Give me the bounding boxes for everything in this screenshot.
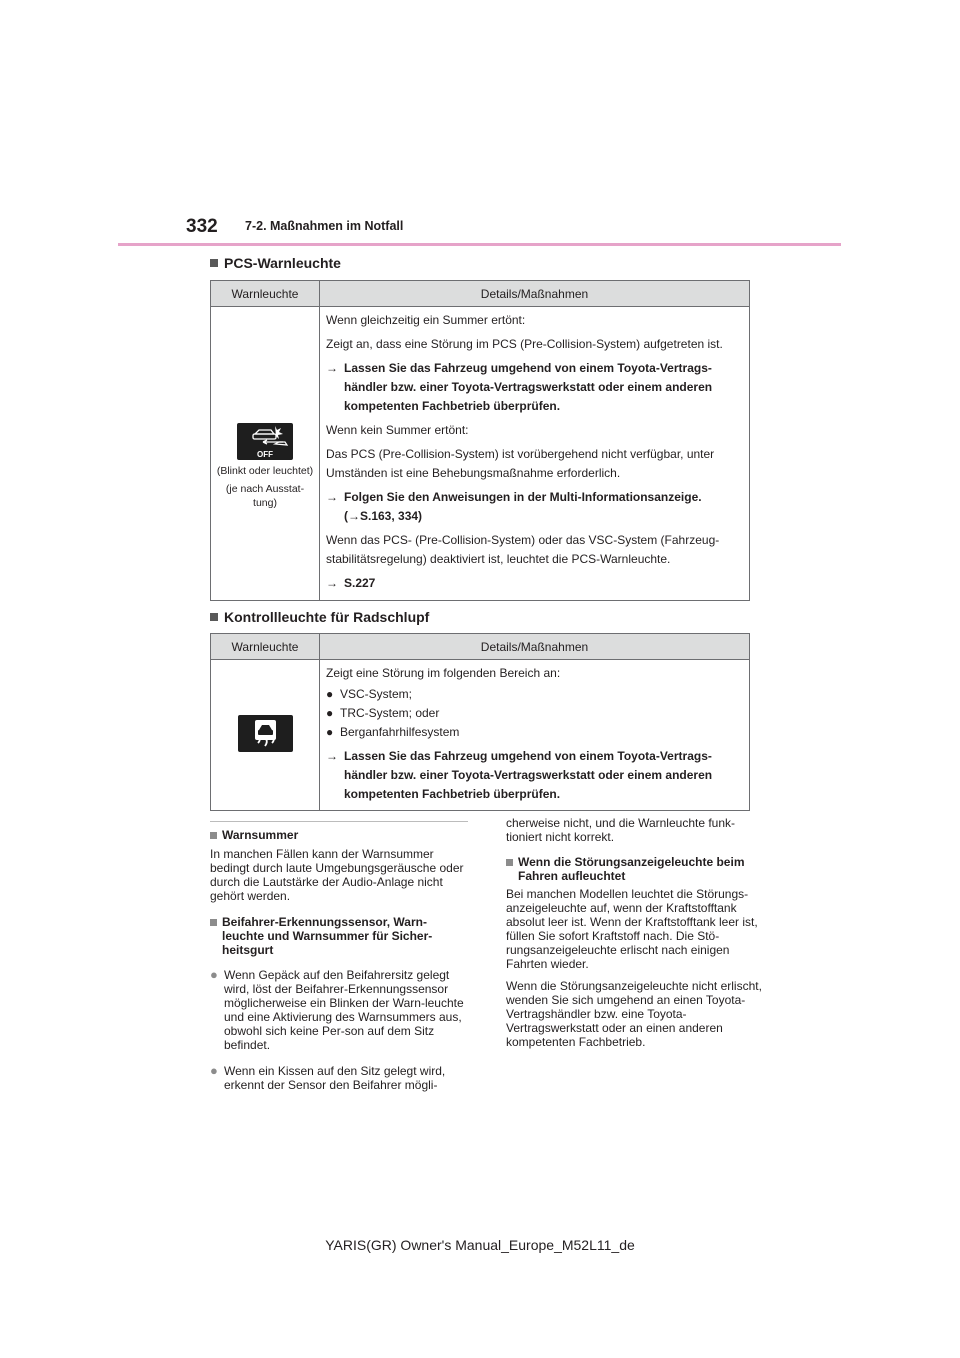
action-text: Folgen Sie den Anweisungen in der Multi-Informationsanzeige. (→S.163, 334): [344, 490, 702, 523]
arrow-icon: →: [326, 749, 338, 763]
lamp-cell: [211, 307, 320, 601]
col-header-details: Details/Maßnahmen: [320, 281, 750, 307]
slip-table: [210, 633, 750, 811]
note-heading: [210, 828, 468, 842]
action-text: Lassen Sie das Fahrzeug umgehend von einem Toyota-Vertrags-händler bzw. einer Toyota-Vertragswerkstatt oder einem anderen kompetenten Fachbetrieb überprüfen.: [344, 361, 713, 413]
note-text: Bei manchen Modellen leuchtet die Störungs-anzeigeleuchte auf, wenn der Kraftstofftank absolut leer ist. Wenn der Kraftstofftank leer ist, füllen Sie sofort Kraftstoff nach. Die Stö-rungsanzeigeleuchte erlischt nach einigen Fahrten wieder.: [506, 887, 758, 971]
note-text: Wenn Gepäck auf den Beifahrersitz gelegt wird, löst der Beifahrer-Erkennungssensor möglicherweise ein Blinken der Warn-leuchte und eine Aktivierung des Warnsummers aus, obwohl sich keine Per-son auf dem Sitz befindet.: [224, 968, 464, 1052]
action-item: [326, 747, 745, 804]
note-square-icon: [210, 915, 222, 957]
notes-divider: [210, 821, 468, 822]
header-divider: [118, 243, 841, 246]
note-text: Wenn die Störungsanzeigeleuchte nicht erlischt, wenden Sie sich umgehend an einen Toyota-Vertragshändler bzw. eine Toyota-Vertragswerkstatt oder an einen anderen kompetenten Fachbetrieb.: [506, 979, 762, 1049]
svg-text:OFF: OFF: [257, 450, 273, 459]
note-list-item: [210, 968, 468, 1052]
footer-manual-id: YARIS(GR) Owner's Manual_Europe_M52L11_de: [325, 1237, 635, 1253]
note-heading: [506, 855, 764, 883]
details-cell: [320, 307, 750, 601]
note-text: In manchen Fällen kann der Warnsummer bedingt durch laute Umgebungsgeräusche oder durch die Lautstärke der Audio-Anlage nicht gehört werden.: [210, 847, 464, 903]
note-square-icon: [506, 855, 518, 883]
table-row: [211, 660, 750, 811]
bullet-icon: ●: [326, 687, 334, 701]
page-reference: S.227: [344, 576, 376, 590]
list-item: [326, 704, 745, 723]
action-item: [326, 574, 745, 593]
lamp-note-equipment: (je nach Ausstat-tung): [225, 483, 305, 509]
notes-left-column: [210, 828, 468, 1092]
list-item: [326, 723, 745, 742]
pcs-heading-text: PCS-Warnleuchte: [224, 255, 341, 271]
slip-indicator-icon: [238, 715, 293, 752]
detail-text: Zeigt eine Störung im folgenden Bereich an:: [326, 666, 561, 680]
list-item: [326, 685, 745, 704]
lamp-cell: [211, 660, 320, 811]
bullet-icon: ●: [326, 706, 334, 720]
section-square-icon: [210, 259, 218, 267]
pcs-heading: [210, 255, 341, 271]
pcs-table: [210, 280, 750, 601]
col-header-lamp: Warnleuchte: [211, 281, 320, 307]
chapter-title: 7-2. Maßnahmen im Notfall: [245, 219, 404, 233]
detail-text: Wenn kein Summer ertönt:: [326, 423, 469, 437]
note-heading-text: Wenn die Störungsanzeigeleuchte beim Fahren aufleuchtet: [518, 855, 745, 883]
col-header-details: Details/Maßnahmen: [320, 634, 750, 660]
slip-heading-text: Kontrollleuchte für Radschlupf: [224, 609, 430, 625]
lamp-note-blink: (Blinkt oder leuchtet): [216, 465, 314, 477]
note-text: Wenn ein Kissen auf den Sitz gelegt wird, erkennt der Sensor den Beifahrer mögli-: [224, 1064, 446, 1092]
bullet-icon: ●: [210, 967, 218, 982]
section-square-icon: [210, 613, 218, 621]
details-cell: [320, 660, 750, 811]
detail-text: Wenn gleichzeitig ein Summer ertönt:: [326, 313, 526, 327]
action-item: [326, 488, 745, 526]
table-row: [211, 307, 750, 601]
note-heading: [210, 915, 468, 957]
detail-text: Das PCS (Pre-Collision-System) ist vorübergehend nicht verfügbar, unter Umständen ist eine Behebungsmaßnahme erforderlich.: [326, 447, 715, 480]
detail-text: Wenn das PCS- (Pre-Collision-System) oder das VSC-System (Fahrzeug-stabilitätsregelung) deaktiviert ist, leuchtet die PCS-Warnleuchte.: [326, 533, 720, 566]
action-text: Lassen Sie das Fahrzeug umgehend von einem Toyota-Vertrags-händler bzw. einer Toyota-Vertragswerkstatt oder einem anderen kompetenten Fachbetrieb überprüfen.: [344, 749, 713, 801]
list-item-text: TRC-System; oder: [340, 706, 440, 720]
bullet-icon: ●: [326, 725, 334, 739]
note-heading-text: Beifahrer-Erkennungssensor, Warn-leuchte und Warnsummer für Sicher-heitsgurt: [222, 915, 433, 957]
page-number: 332: [186, 216, 218, 237]
bullet-icon: ●: [210, 1063, 218, 1078]
table-header-row: [211, 634, 750, 660]
notes-right-column: [506, 816, 764, 1057]
note-text: cherweise nicht, und die Warnleuchte funk-tioniert nicht korrekt.: [506, 816, 736, 844]
note-heading-text: Warnsummer: [222, 828, 299, 842]
arrow-icon: →: [326, 361, 338, 375]
note-square-icon: [210, 828, 222, 842]
arrow-icon: →: [326, 490, 338, 504]
table-header-row: [211, 281, 750, 307]
slip-heading: [210, 609, 429, 625]
arrow-icon: →: [326, 576, 338, 590]
list-item-text: Berganfahrhilfesystem: [340, 725, 460, 739]
detail-text: Zeigt an, dass eine Störung im PCS (Pre-Collision-System) aufgetreten ist.: [326, 337, 723, 351]
col-header-lamp: Warnleuchte: [211, 634, 320, 660]
action-item: [326, 359, 745, 416]
pcs-off-icon: [237, 423, 293, 460]
list-item-text: VSC-System;: [340, 687, 413, 701]
note-list-item: [210, 1064, 468, 1092]
